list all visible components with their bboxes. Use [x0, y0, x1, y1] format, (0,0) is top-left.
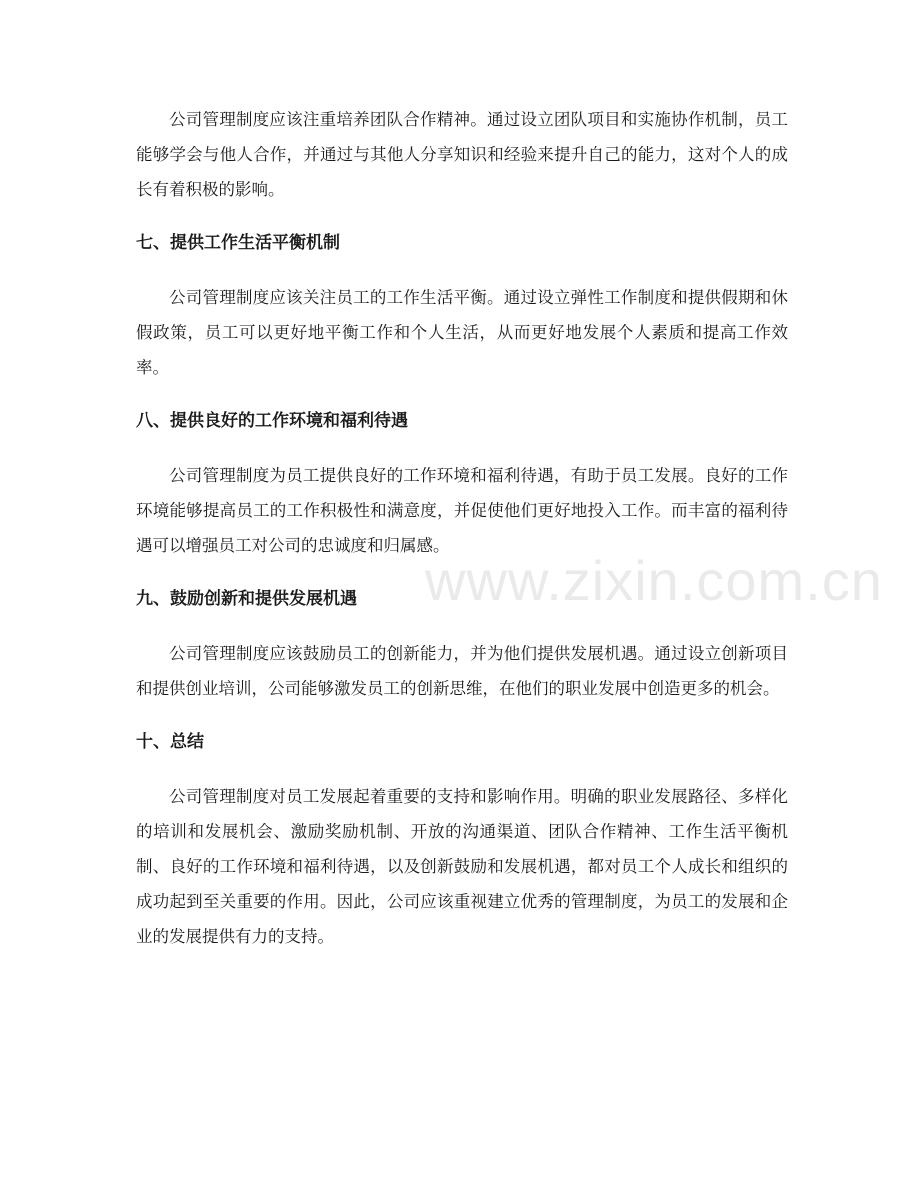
paragraph-work-life-balance: 公司管理制度应该关注员工的工作生活平衡。通过设立弹性工作制度和提供假期和休假政策，员工可以更好地平衡工作和个人生活，从而更好地发展个人素质和提高工作效率。	[136, 288, 788, 377]
heading-summary: 十、总结	[136, 732, 204, 752]
paragraph-environment-benefits: 公司管理制度为员工提供良好的工作环境和福利待遇，有助于员工发展。良好的工作环境能够提高员工的工作积极性和满意度，并促使他们更好地投入工作。而丰富的福利待遇可以增强员工对公司的忠诚度和归属感。	[136, 466, 788, 555]
paragraph-summary: 公司管理制度对员工发展起着重要的支持和影响作用。明确的职业发展路径、多样化的培训和发展机会、激励奖励机制、开放的沟通渠道、团队合作精神、工作生活平衡机制、良好的工作环境和福利待遇，以及创新鼓励和发展机遇，都对员工个人成长和组织的成功起到至关重要的作用。因此，公司应该重视建立优秀的管理制度，为员工的发展和企业的发展提供有力的支持。	[136, 787, 788, 946]
paragraph-teamwork: 公司管理制度应该注重培养团队合作精神。通过设立团队项目和实施协作机制，员工能够学会与他人合作，并通过与其他人分享知识和经验来提升自己的能力，这对个人的成长有着积极的影响。	[136, 110, 788, 199]
heading-environment-benefits: 八、提供良好的工作环境和福利待遇	[136, 411, 408, 431]
heading-innovation: 九、鼓励创新和提供发展机遇	[136, 589, 357, 609]
heading-work-life-balance: 七、提供工作生活平衡机制	[136, 233, 340, 253]
watermark: www.zixin.com.cn	[425, 549, 883, 612]
document-body	[136, 102, 788, 954]
paragraph-innovation: 公司管理制度应该鼓励员工的创新能力，并为他们提供发展机遇。通过设立创新项目和提供创业培训，公司能够激发员工的创新思维，在他们的职业发展中创造更多的机会。	[136, 644, 788, 698]
